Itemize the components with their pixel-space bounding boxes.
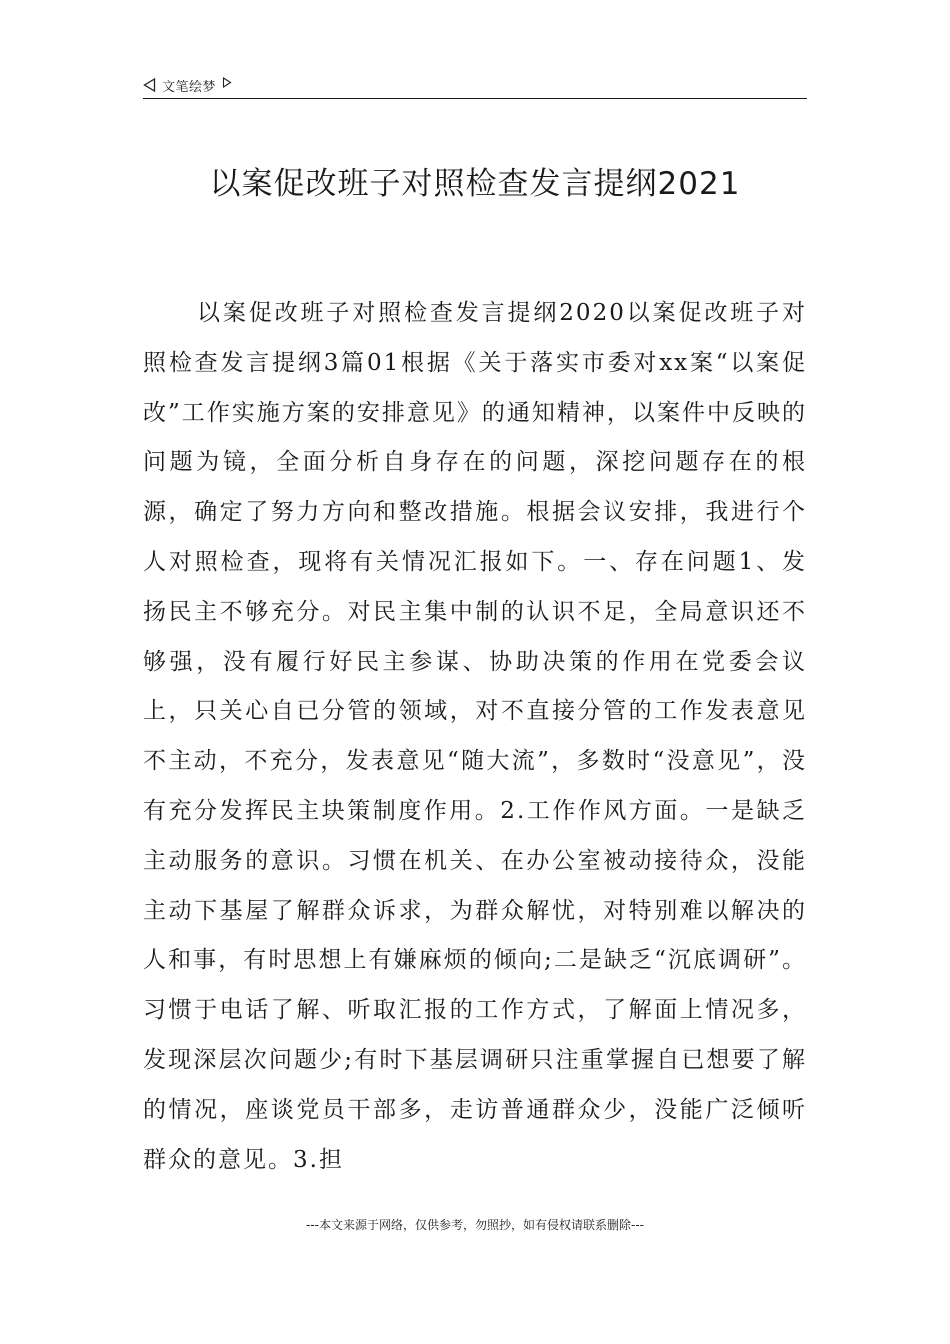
triangle-left-icon	[143, 78, 156, 92]
document-title: 以案促改班子对照检查发言提纲2021	[209, 166, 741, 202]
document-body: 以案促改班子对照检查发言提纲2020以案促改班子对照检查发言提纲3篇01根据《关于落实市委对xx案“以案促改”工作实施方案的安排意见》的通知精神，以案件中反映的问题为镜，全面分析自身存在的问题，深挖问题存在的根源，确定了努力方向和整改措施。根据会议安排，我进行个人对照检查，现将有关情况汇报如下。一、存在问题1、发扬民主不够充分。对民主集中制的认识不足，全局意识还不够强，没有履行好民主参谋、协助决策的作用在党委会议上，只关心自已分管的领域，对不直接分管的工作发表意见不主动，不充分，发表意见“随大流”，多数时“没意见”，没有充分发挥民主块策制度作用。2.工作作风方面。一是缺乏主动服务的意识。习惯在机关、在办公室被动接待众，没能主动下基屋了解群众诉求，为群众解忧，对特别难以解决的人和事，有时思想上有嫌麻烦的倾向;二是缺乏“沉底调研”。习惯于电话了解、听取汇报的工作方式，了解面上情况多，发现深层次问题少;有时下基层调研只注重掌握自已想要了解的情况，座谈党员干部多，走访普通群众少，没能广泛倾听群众的意见。3.担	[143, 300, 807, 1173]
footer-notice: ---本文来源于网络，仅供参考，勿照抄，如有侵权请联系删除---	[306, 1218, 644, 1232]
page-header	[143, 72, 807, 99]
header-brand: 文笔绘梦	[162, 79, 217, 95]
triangle-right-icon	[222, 83, 232, 88]
